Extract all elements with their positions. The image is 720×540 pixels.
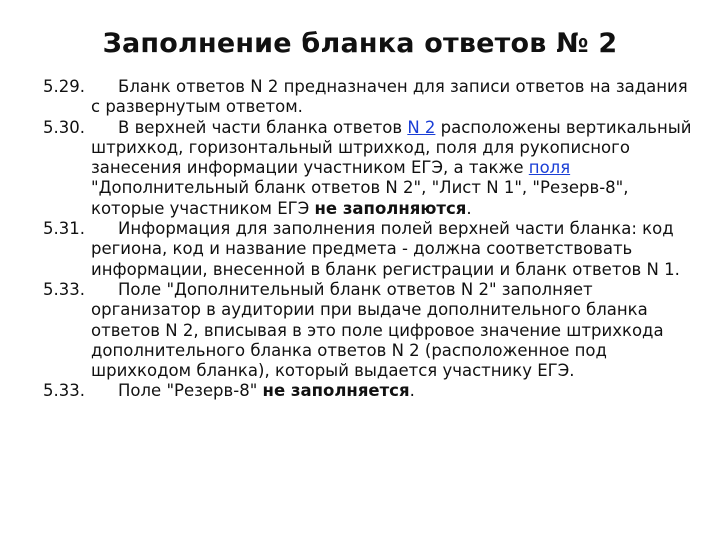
item-text: Информация для заполнения полей верхней части бланка: код региона, код и название предмета - должна соответствовать информации, внесенной в бланк регистрации и бланк ответов N 1.	[91, 219, 680, 279]
list-item-5-33-b	[43, 381, 693, 401]
item-number: 5.29.	[43, 77, 85, 96]
list-item-5-30	[43, 118, 693, 219]
item-text-part: "Дополнительный бланк ответов N 2", "Лист N 1", "Резерв-8", которые участником ЕГЭ	[91, 178, 629, 218]
list-item-5-29	[43, 77, 693, 118]
item-number: 5.33.	[43, 381, 85, 401]
item-text-part: .	[409, 381, 415, 401]
emphasis-text: не заполняется	[262, 381, 410, 401]
page-title: Заполнение бланка ответов № 2	[102, 28, 618, 59]
item-number: 5.33.	[43, 279, 85, 299]
emphasis-text: не заполняются	[314, 198, 467, 218]
list-item-5-31	[43, 219, 693, 280]
item-number: 5.30.	[43, 117, 85, 137]
item-text	[91, 381, 693, 401]
item-text: Поле "Дополнительный бланк ответов N 2" заполняет организатор в аудитории при выдаче дополнительного бланка ответов N 2, вписывая в это поле цифровое значение штрихкода дополнительного бланка ответов N 2 (расположенное под шрихкодом бланка), который выдается участнику ЕГЭ.	[91, 279, 664, 381]
item-number: 5.31.	[43, 219, 85, 239]
answer-form-2-link[interactable]: N 2	[407, 117, 436, 137]
rules-list	[43, 77, 693, 402]
item-text-part: расположены вертикальный штрихкод, горизонтальный штрихкод, поля для рукописного занесения информации участником ЕГЭ, а также	[91, 117, 692, 178]
list-item-5-33-a	[43, 280, 693, 381]
item-text: Бланк ответов N 2 предназначен для записи ответов на задания с развернутым ответом.	[91, 77, 688, 117]
item-text-part: .	[466, 198, 472, 218]
item-text-part: В верхней части бланка ответов	[118, 117, 408, 137]
item-text-part: Поле "Резерв-8"	[118, 381, 263, 401]
fields-link[interactable]: поля	[528, 158, 571, 178]
item-text	[91, 118, 693, 219]
